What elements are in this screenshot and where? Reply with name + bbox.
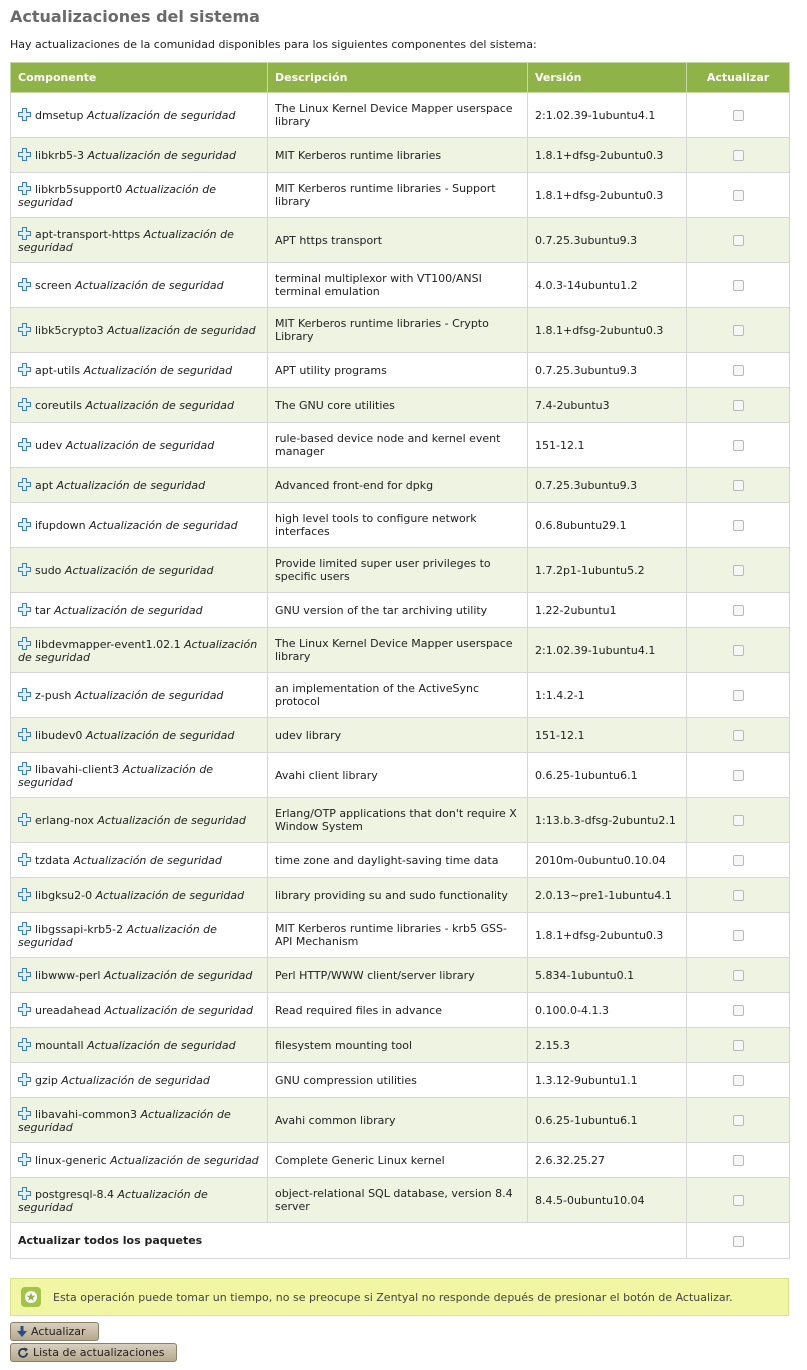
component-name: libwww-perl [35, 969, 101, 982]
component-cell [11, 1028, 268, 1063]
update-checkbox-cell [687, 878, 790, 913]
update-all-checkbox-cell [687, 1223, 790, 1259]
component-update-type: Actualización de seguridad [64, 564, 214, 577]
description-cell: library providing su and sudo functionality [268, 878, 528, 913]
expand-plus-icon[interactable] [18, 762, 31, 775]
update-checkbox-cell [687, 138, 790, 173]
version-cell: 2.15.3 [528, 1028, 687, 1063]
expand-plus-icon[interactable] [18, 1073, 31, 1086]
update-list-button[interactable] [10, 1343, 177, 1362]
expand-plus-icon[interactable] [18, 888, 31, 901]
component-update-type: Actualización de seguridad [104, 1004, 253, 1017]
version-cell: 1.3.12-9ubuntu1.1 [528, 1063, 687, 1098]
description-cell: Provide limited super user privileges to specific users [268, 548, 528, 593]
description-cell: Advanced front-end for dpkg [268, 468, 528, 503]
component-update-type: Actualización de seguridad [110, 1154, 259, 1167]
component-update-type: Actualización de seguridad [65, 439, 215, 452]
component-name: apt-transport-https [35, 227, 141, 241]
update-checkbox-cell [687, 993, 790, 1028]
table-row [11, 753, 790, 798]
table-row [11, 1098, 790, 1143]
description-cell: Avahi client library [268, 753, 528, 798]
description-cell: The GNU core utilities [268, 388, 528, 423]
column-header-update: Actualizar [687, 63, 790, 93]
refresh-icon [17, 1347, 29, 1359]
version-cell: 0.7.25.3ubuntu9.3 [528, 218, 687, 263]
update-checkbox-cell [687, 628, 790, 673]
component-cell [11, 958, 268, 993]
version-cell: 0.7.25.3ubuntu9.3 [528, 468, 687, 503]
update-checkbox[interactable] [733, 365, 744, 376]
component-update-type: Actualización de seguridad [87, 1039, 236, 1052]
component-cell [11, 1178, 268, 1223]
component-name: libavahi-client3 [35, 762, 120, 776]
component-update-type: Actualización de seguridad [18, 762, 214, 789]
component-name: apt [35, 479, 54, 492]
component-cell [11, 93, 268, 138]
version-cell: 1:13.b.3-dfsg-2ubuntu2.1 [528, 798, 687, 843]
update-checkbox-cell [687, 423, 790, 468]
expand-plus-icon[interactable] [18, 637, 31, 650]
expand-plus-icon[interactable] [18, 968, 31, 981]
update-all-label: Actualizar todos los paquetes [18, 1234, 203, 1247]
component-update-type: Actualización de seguridad [56, 479, 206, 492]
update-checkbox-cell [687, 93, 790, 138]
table-row [11, 308, 790, 353]
description-cell: Complete Generic Linux kernel [268, 1143, 528, 1178]
expand-plus-icon[interactable] [18, 1003, 31, 1016]
component-name: ureadahead [35, 1004, 101, 1017]
component-name: tzdata [35, 854, 70, 867]
update-checkbox[interactable] [733, 280, 744, 291]
component-name: ifupdown [35, 519, 86, 532]
component-update-type: Actualización de seguridad [85, 399, 234, 412]
update-checkbox-cell [687, 353, 790, 388]
expand-plus-icon[interactable] [18, 398, 31, 411]
component-update-type: Actualización de seguridad [75, 279, 224, 292]
table-row [11, 593, 790, 628]
description-cell: MIT Kerberos runtime libraries - Crypto Library [268, 308, 528, 353]
version-cell: 2:1.02.39-1ubuntu4.1 [528, 628, 687, 673]
component-name: z-push [35, 689, 72, 702]
update-all-cell [11, 1223, 687, 1259]
expand-plus-icon[interactable] [18, 363, 31, 376]
component-update-type: Actualización de seguridad [18, 227, 234, 254]
table-row [11, 958, 790, 993]
component-cell [11, 468, 268, 503]
component-update-type: Actualización de seguridad [107, 324, 256, 337]
update-checkbox[interactable] [733, 190, 744, 201]
update-checkbox[interactable] [733, 645, 744, 656]
expand-plus-icon[interactable] [18, 813, 31, 826]
update-checkbox[interactable] [733, 890, 744, 901]
component-update-type: Actualización de seguridad [18, 1187, 208, 1214]
component-update-type: Actualización de seguridad [86, 109, 236, 122]
expand-plus-icon[interactable] [18, 728, 31, 741]
expand-plus-icon[interactable] [18, 278, 31, 291]
expand-plus-icon[interactable] [18, 182, 31, 195]
component-update-type: Actualización de seguridad [61, 1074, 210, 1087]
description-cell: terminal multiplexor with VT100/ANSI terminal emulation [268, 263, 528, 308]
expand-plus-icon[interactable] [18, 688, 31, 701]
component-update-type: Actualización de seguridad [87, 149, 236, 162]
expand-plus-icon[interactable] [18, 108, 31, 121]
component-name: libavahi-common3 [35, 1107, 137, 1121]
component-name: erlang-nox [35, 814, 94, 827]
component-update-type: Actualización de seguridad [103, 969, 253, 982]
update-checkbox-cell [687, 593, 790, 628]
component-cell [11, 843, 268, 878]
expand-plus-icon[interactable] [18, 148, 31, 161]
column-header-description: Descripción [268, 63, 528, 93]
component-name: libkrb5-3 [35, 149, 84, 162]
table-row [11, 1028, 790, 1063]
component-cell [11, 1143, 268, 1178]
update-checkbox[interactable] [733, 1155, 744, 1166]
description-cell: The Linux Kernel Device Mapper userspace library [268, 93, 528, 138]
component-cell [11, 173, 268, 218]
update-checkbox-cell [687, 1178, 790, 1223]
component-update-type: Actualización de seguridad [73, 854, 222, 867]
version-cell: 0.6.25-1ubuntu6.1 [528, 753, 687, 798]
table-row [11, 718, 790, 753]
component-name: postgresql-8.4 [35, 1187, 115, 1201]
component-name: coreutils [35, 399, 82, 412]
component-name: udev [35, 439, 63, 452]
update-checkbox[interactable] [733, 930, 744, 941]
version-cell: 2.6.32.25.27 [528, 1143, 687, 1178]
component-name: linux-generic [35, 1154, 107, 1167]
version-cell: 1.8.1+dfsg-2ubuntu0.3 [528, 308, 687, 353]
table-row [11, 1143, 790, 1178]
version-cell: 5.834-1ubuntu0.1 [528, 958, 687, 993]
component-update-type: Actualización de seguridad [83, 364, 233, 377]
update-checkbox-cell [687, 548, 790, 593]
table-row [11, 503, 790, 548]
version-cell: 1.8.1+dfsg-2ubuntu0.3 [528, 913, 687, 958]
expand-plus-icon[interactable] [18, 603, 31, 616]
version-cell: 1.22-2ubuntu1 [528, 593, 687, 628]
update-checkbox[interactable] [733, 440, 744, 451]
table-row [11, 1063, 790, 1098]
component-cell [11, 1063, 268, 1098]
component-name: libk5crypto3 [35, 324, 104, 337]
version-cell: 0.100.0-4.1.3 [528, 993, 687, 1028]
update-list-button-label: Lista de actualizaciones [33, 1346, 165, 1359]
description-cell: APT https transport [268, 218, 528, 263]
description-cell: GNU compression utilities [268, 1063, 528, 1098]
table-row [11, 218, 790, 263]
component-name: apt-utils [35, 364, 81, 377]
version-cell: 0.7.25.3ubuntu9.3 [528, 353, 687, 388]
version-cell: 151-12.1 [528, 718, 687, 753]
update-checkbox[interactable] [733, 1040, 744, 1051]
description-cell: high level tools to configure network interfaces [268, 503, 528, 548]
description-cell: object-relational SQL database, version 8.4 server [268, 1178, 528, 1223]
description-cell: Erlang/OTP applications that don't require X Window System [268, 798, 528, 843]
component-cell [11, 718, 268, 753]
component-name: libudev0 [35, 729, 83, 742]
component-name: screen [35, 279, 72, 292]
component-update-type: Actualización de seguridad [85, 729, 235, 742]
description-cell: Read required files in advance [268, 993, 528, 1028]
component-name: libgksu2-0 [35, 889, 93, 902]
component-update-type: Actualización de seguridad [18, 637, 258, 664]
update-checkbox[interactable] [733, 815, 744, 826]
update-checkbox-cell [687, 468, 790, 503]
table-row [11, 913, 790, 958]
component-name: libgssapi-krb5-2 [35, 922, 124, 936]
description-cell: MIT Kerberos runtime libraries - krb5 GSS-API Mechanism [268, 913, 528, 958]
component-update-type: Actualización de seguridad [89, 519, 238, 532]
component-name: dmsetup [35, 109, 84, 122]
update-button-label: Actualizar [31, 1325, 86, 1338]
update-checkbox[interactable] [733, 1115, 744, 1126]
description-cell: udev library [268, 718, 528, 753]
table-row [11, 468, 790, 503]
component-cell [11, 218, 268, 263]
info-note [10, 1278, 789, 1316]
update-checkbox[interactable] [733, 480, 744, 491]
update-checkbox-cell [687, 308, 790, 353]
component-cell [11, 548, 268, 593]
update-checkbox[interactable] [733, 970, 744, 981]
component-cell [11, 388, 268, 423]
expand-plus-icon[interactable] [18, 478, 31, 491]
description-cell: APT utility programs [268, 353, 528, 388]
expand-plus-icon[interactable] [18, 1038, 31, 1051]
update-checkbox-cell [687, 843, 790, 878]
update-checkbox-cell [687, 263, 790, 308]
expand-plus-icon[interactable] [18, 1107, 31, 1120]
update-checkbox[interactable] [733, 730, 744, 741]
update-checkbox-cell [687, 1143, 790, 1178]
component-cell [11, 753, 268, 798]
description-cell: The Linux Kernel Device Mapper userspace library [268, 628, 528, 673]
description-cell: filesystem mounting tool [268, 1028, 528, 1063]
table-row [11, 353, 790, 388]
expand-plus-icon[interactable] [18, 323, 31, 336]
update-checkbox-cell [687, 1028, 790, 1063]
version-cell: 0.6.8ubuntu29.1 [528, 503, 687, 548]
component-name: libdevmapper-event1.02.1 [35, 637, 181, 651]
description-cell: time zone and daylight-saving time data [268, 843, 528, 878]
component-name: sudo [35, 564, 62, 577]
component-cell [11, 913, 268, 958]
update-checkbox[interactable] [733, 325, 744, 336]
table-row [11, 548, 790, 593]
table-body [11, 93, 790, 1223]
update-checkbox-cell [687, 958, 790, 993]
update-checkbox-cell [687, 173, 790, 218]
table-row [11, 388, 790, 423]
component-update-type: Actualización de seguridad [18, 922, 217, 949]
update-checkbox[interactable] [733, 690, 744, 701]
update-checkbox-cell [687, 503, 790, 548]
table-row [11, 93, 790, 138]
table-row [11, 423, 790, 468]
update-checkbox-cell [687, 913, 790, 958]
component-update-type: Actualización de seguridad [95, 889, 245, 902]
update-checkbox[interactable] [733, 235, 744, 246]
description-cell: rule-based device node and kernel event manager [268, 423, 528, 468]
expand-plus-icon[interactable] [18, 518, 31, 531]
table-row [11, 263, 790, 308]
component-cell [11, 628, 268, 673]
component-cell [11, 353, 268, 388]
info-star-icon [21, 1287, 41, 1307]
update-checkbox-cell [687, 798, 790, 843]
table-row [11, 993, 790, 1028]
description-cell: MIT Kerberos runtime libraries [268, 138, 528, 173]
update-checkbox[interactable] [733, 565, 744, 576]
component-name: libkrb5support0 [35, 182, 123, 196]
update-button[interactable] [10, 1322, 99, 1341]
component-cell [11, 673, 268, 718]
version-cell: 1.8.1+dfsg-2ubuntu0.3 [528, 138, 687, 173]
component-update-type: Actualización de seguridad [18, 182, 216, 209]
component-cell [11, 503, 268, 548]
version-cell: 1:1.4.2-1 [528, 673, 687, 718]
update-checkbox[interactable] [733, 605, 744, 616]
component-update-type: Actualización de seguridad [97, 814, 246, 827]
update-checkbox[interactable] [733, 150, 744, 161]
update-checkbox[interactable] [733, 400, 744, 411]
component-update-type: Actualización de seguridad [74, 689, 224, 702]
description-cell: GNU version of the tar archiving utility [268, 593, 528, 628]
update-checkbox-cell [687, 388, 790, 423]
description-cell: Perl HTTP/WWW client/server library [268, 958, 528, 993]
expand-plus-icon[interactable] [18, 1187, 31, 1200]
component-update-type: Actualización de seguridad [54, 604, 203, 617]
table-row [11, 798, 790, 843]
expand-plus-icon[interactable] [18, 438, 31, 451]
version-cell: 1.7.2p1-1ubuntu5.2 [528, 548, 687, 593]
table-row [11, 878, 790, 913]
update-checkbox-cell [687, 1098, 790, 1143]
table-row [11, 1178, 790, 1223]
column-header-version: Versión [528, 63, 687, 93]
table-row [11, 138, 790, 173]
component-cell [11, 138, 268, 173]
version-cell: 8.4.5-0ubuntu10.04 [528, 1178, 687, 1223]
table-row [11, 173, 790, 218]
update-checkbox-cell [687, 753, 790, 798]
update-checkbox[interactable] [733, 770, 744, 781]
component-update-type: Actualización de seguridad [18, 1107, 231, 1134]
description-cell: an implementation of the ActiveSync protocol [268, 673, 528, 718]
version-cell: 2010m-0ubuntu0.10.04 [528, 843, 687, 878]
expand-plus-icon[interactable] [18, 563, 31, 576]
update-checkbox[interactable] [733, 520, 744, 531]
version-cell: 0.6.25-1ubuntu6.1 [528, 1098, 687, 1143]
version-cell: 151-12.1 [528, 423, 687, 468]
update-checkbox-cell [687, 218, 790, 263]
component-cell [11, 1098, 268, 1143]
intro-text: Hay actualizaciones de la comunidad disponibles para los siguientes componentes del sistema: [10, 38, 537, 51]
table-row [11, 628, 790, 673]
expand-plus-icon[interactable] [18, 227, 31, 240]
component-cell [11, 423, 268, 468]
update-all-row [11, 1223, 790, 1259]
component-name: gzip [35, 1074, 58, 1087]
version-cell: 2.0.13~pre1-1ubuntu4.1 [528, 878, 687, 913]
component-cell [11, 593, 268, 628]
table-header-row [11, 63, 790, 93]
table-row [11, 843, 790, 878]
component-cell [11, 308, 268, 353]
update-checkbox-cell [687, 1063, 790, 1098]
updates-table [10, 62, 790, 1259]
page-title: Actualizaciones del sistema [10, 7, 260, 26]
component-cell [11, 798, 268, 843]
update-checkbox[interactable] [733, 1005, 744, 1016]
column-header-component: Componente [11, 63, 268, 93]
update-checkbox[interactable] [733, 1195, 744, 1206]
component-cell [11, 878, 268, 913]
arrow-down-icon [17, 1326, 27, 1337]
update-all-checkbox[interactable] [733, 1236, 744, 1247]
update-checkbox-cell [687, 673, 790, 718]
table-row [11, 673, 790, 718]
expand-plus-icon[interactable] [18, 853, 31, 866]
description-cell: Avahi common library [268, 1098, 528, 1143]
component-cell [11, 263, 268, 308]
update-checkbox[interactable] [733, 110, 744, 121]
version-cell: 1.8.1+dfsg-2ubuntu0.3 [528, 173, 687, 218]
version-cell: 7.4-2ubuntu3 [528, 388, 687, 423]
update-checkbox[interactable] [733, 1075, 744, 1086]
update-checkbox[interactable] [733, 855, 744, 866]
component-cell [11, 993, 268, 1028]
expand-plus-icon[interactable] [18, 1153, 31, 1166]
version-cell: 4.0.3-14ubuntu1.2 [528, 263, 687, 308]
version-cell: 2:1.02.39-1ubuntu4.1 [528, 93, 687, 138]
info-note-text: Esta operación puede tomar un tiempo, no se preocupe si Zentyal no responde depués de presionar el botón de Actualizar. [53, 1290, 733, 1304]
expand-plus-icon[interactable] [18, 922, 31, 935]
component-name: mountall [35, 1039, 84, 1052]
component-name: tar [35, 604, 51, 617]
update-checkbox-cell [687, 718, 790, 753]
description-cell: MIT Kerberos runtime libraries - Support library [268, 173, 528, 218]
